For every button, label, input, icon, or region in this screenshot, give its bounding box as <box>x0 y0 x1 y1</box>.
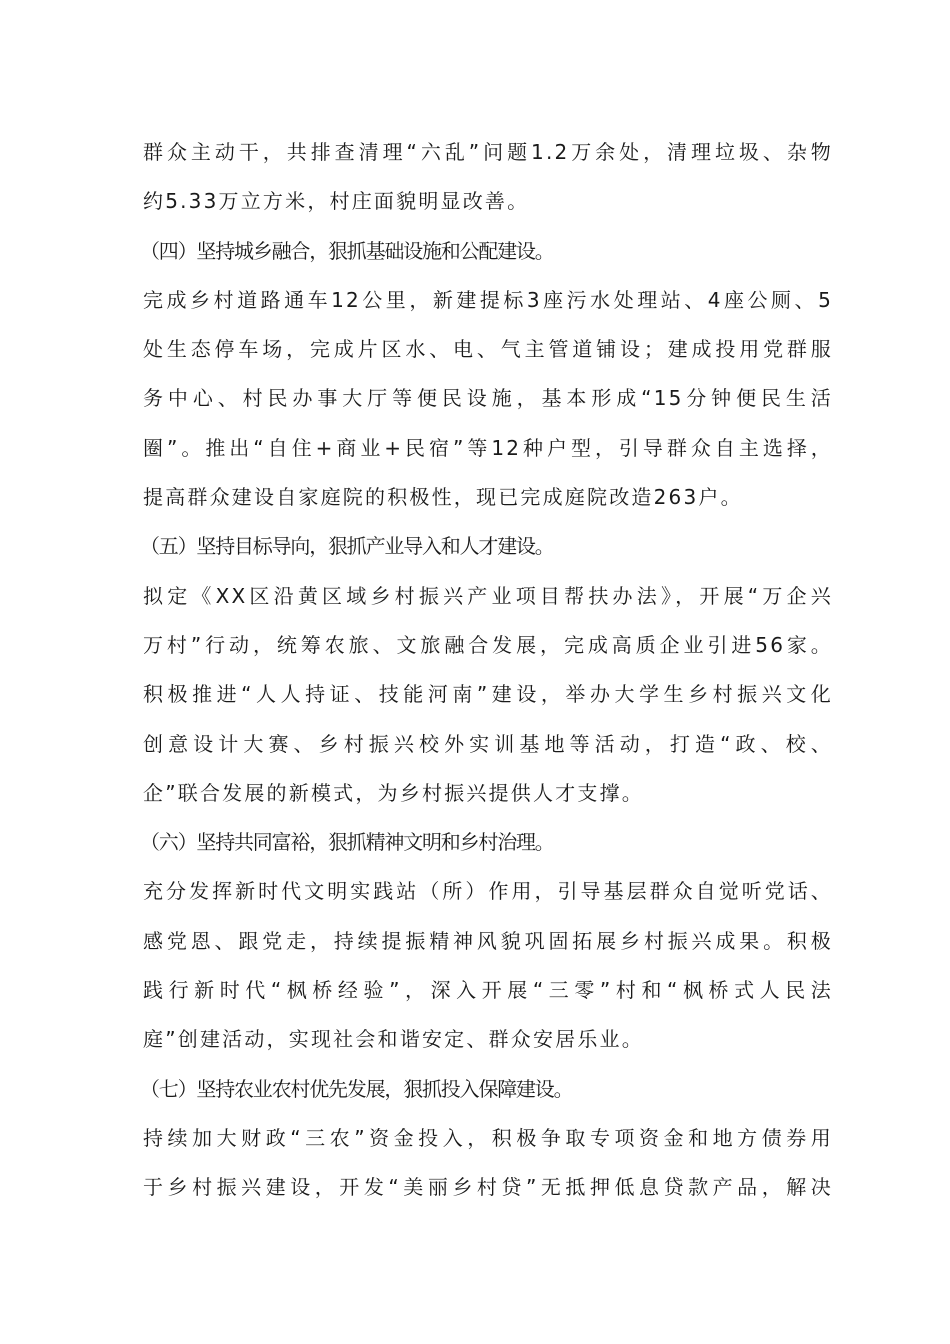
section-heading: （五）坚持目标导向，狠抓产业导入和人才建设。 <box>140 534 554 559</box>
section-heading: （六）坚持共同富裕，狠抓精神文明和乡村治理。 <box>140 830 554 855</box>
paragraph-line: 践行新时代“枫桥经验”，深入开展“三零”村和“枫桥式人民法 <box>143 978 833 1003</box>
paragraph-line: 约5.33万立方米，村庄面貌明显改善。 <box>143 189 530 214</box>
paragraph-line: 积极推进“人人持证、技能河南”建设，举办大学生乡村振兴文化 <box>143 682 833 707</box>
paragraph-line: 创意设计大赛、乡村振兴校外实训基地等活动，打造“政、校、 <box>143 731 833 756</box>
paragraph-line: 完成乡村道路通车12公里，新建提标3座污水处理站、4座公厕、5 <box>143 287 833 312</box>
paragraph-line: 务中心、村民办事大厅等便民设施，基本形成“15分钟便民生活 <box>143 386 833 411</box>
paragraph-line: 万村”行动，统筹农旅、文旅融合发展，完成高质企业引进56家。 <box>143 632 833 657</box>
paragraph-line: 拟定《XX区沿黄区域乡村振兴产业项目帮扶办法》，开展“万企兴 <box>143 583 833 608</box>
document-body <box>140 128 833 1213</box>
section-heading: （四）坚持城乡融合，狠抓基础设施和公配建设。 <box>140 238 554 263</box>
paragraph-line: 处生态停车场，完成片区水、电、气主管道铺设；建成投用党群服 <box>143 337 833 362</box>
paragraph-line: 充分发挥新时代文明实践站（所）作用，引导基层群众自觉听党话、 <box>143 879 833 904</box>
paragraph-line: 提高群众建设自家庭院的积极性，现已完成庭院改造263户。 <box>143 485 743 510</box>
paragraph-line: 持续加大财政“三农”资金投入，积极争取专项资金和地方债券用 <box>143 1125 833 1150</box>
paragraph-line: 庭”创建活动，实现社会和谐安定、群众安居乐业。 <box>143 1027 644 1052</box>
paragraph-line: 于乡村振兴建设，开发“美丽乡村贷”无抵押低息贷款产品，解决 <box>143 1175 833 1200</box>
paragraph-line: 企”联合发展的新模式，为乡村振兴提供人才支撑。 <box>143 780 644 805</box>
paragraph-line: 感党恩、跟党走，持续提振精神风貌巩固拓展乡村振兴成果。积极 <box>143 928 833 953</box>
paragraph-line: 圈”。推出“自住+商业+民宿”等12种户型，引导群众自主选择， <box>143 435 833 460</box>
paragraph-line: 群众主动干，共排查清理“六乱”问题1.2万余处，清理垃圾、杂物 <box>143 140 833 164</box>
section-heading: （七）坚持农业农村优先发展，狠抓投入保障建设。 <box>140 1076 573 1101</box>
